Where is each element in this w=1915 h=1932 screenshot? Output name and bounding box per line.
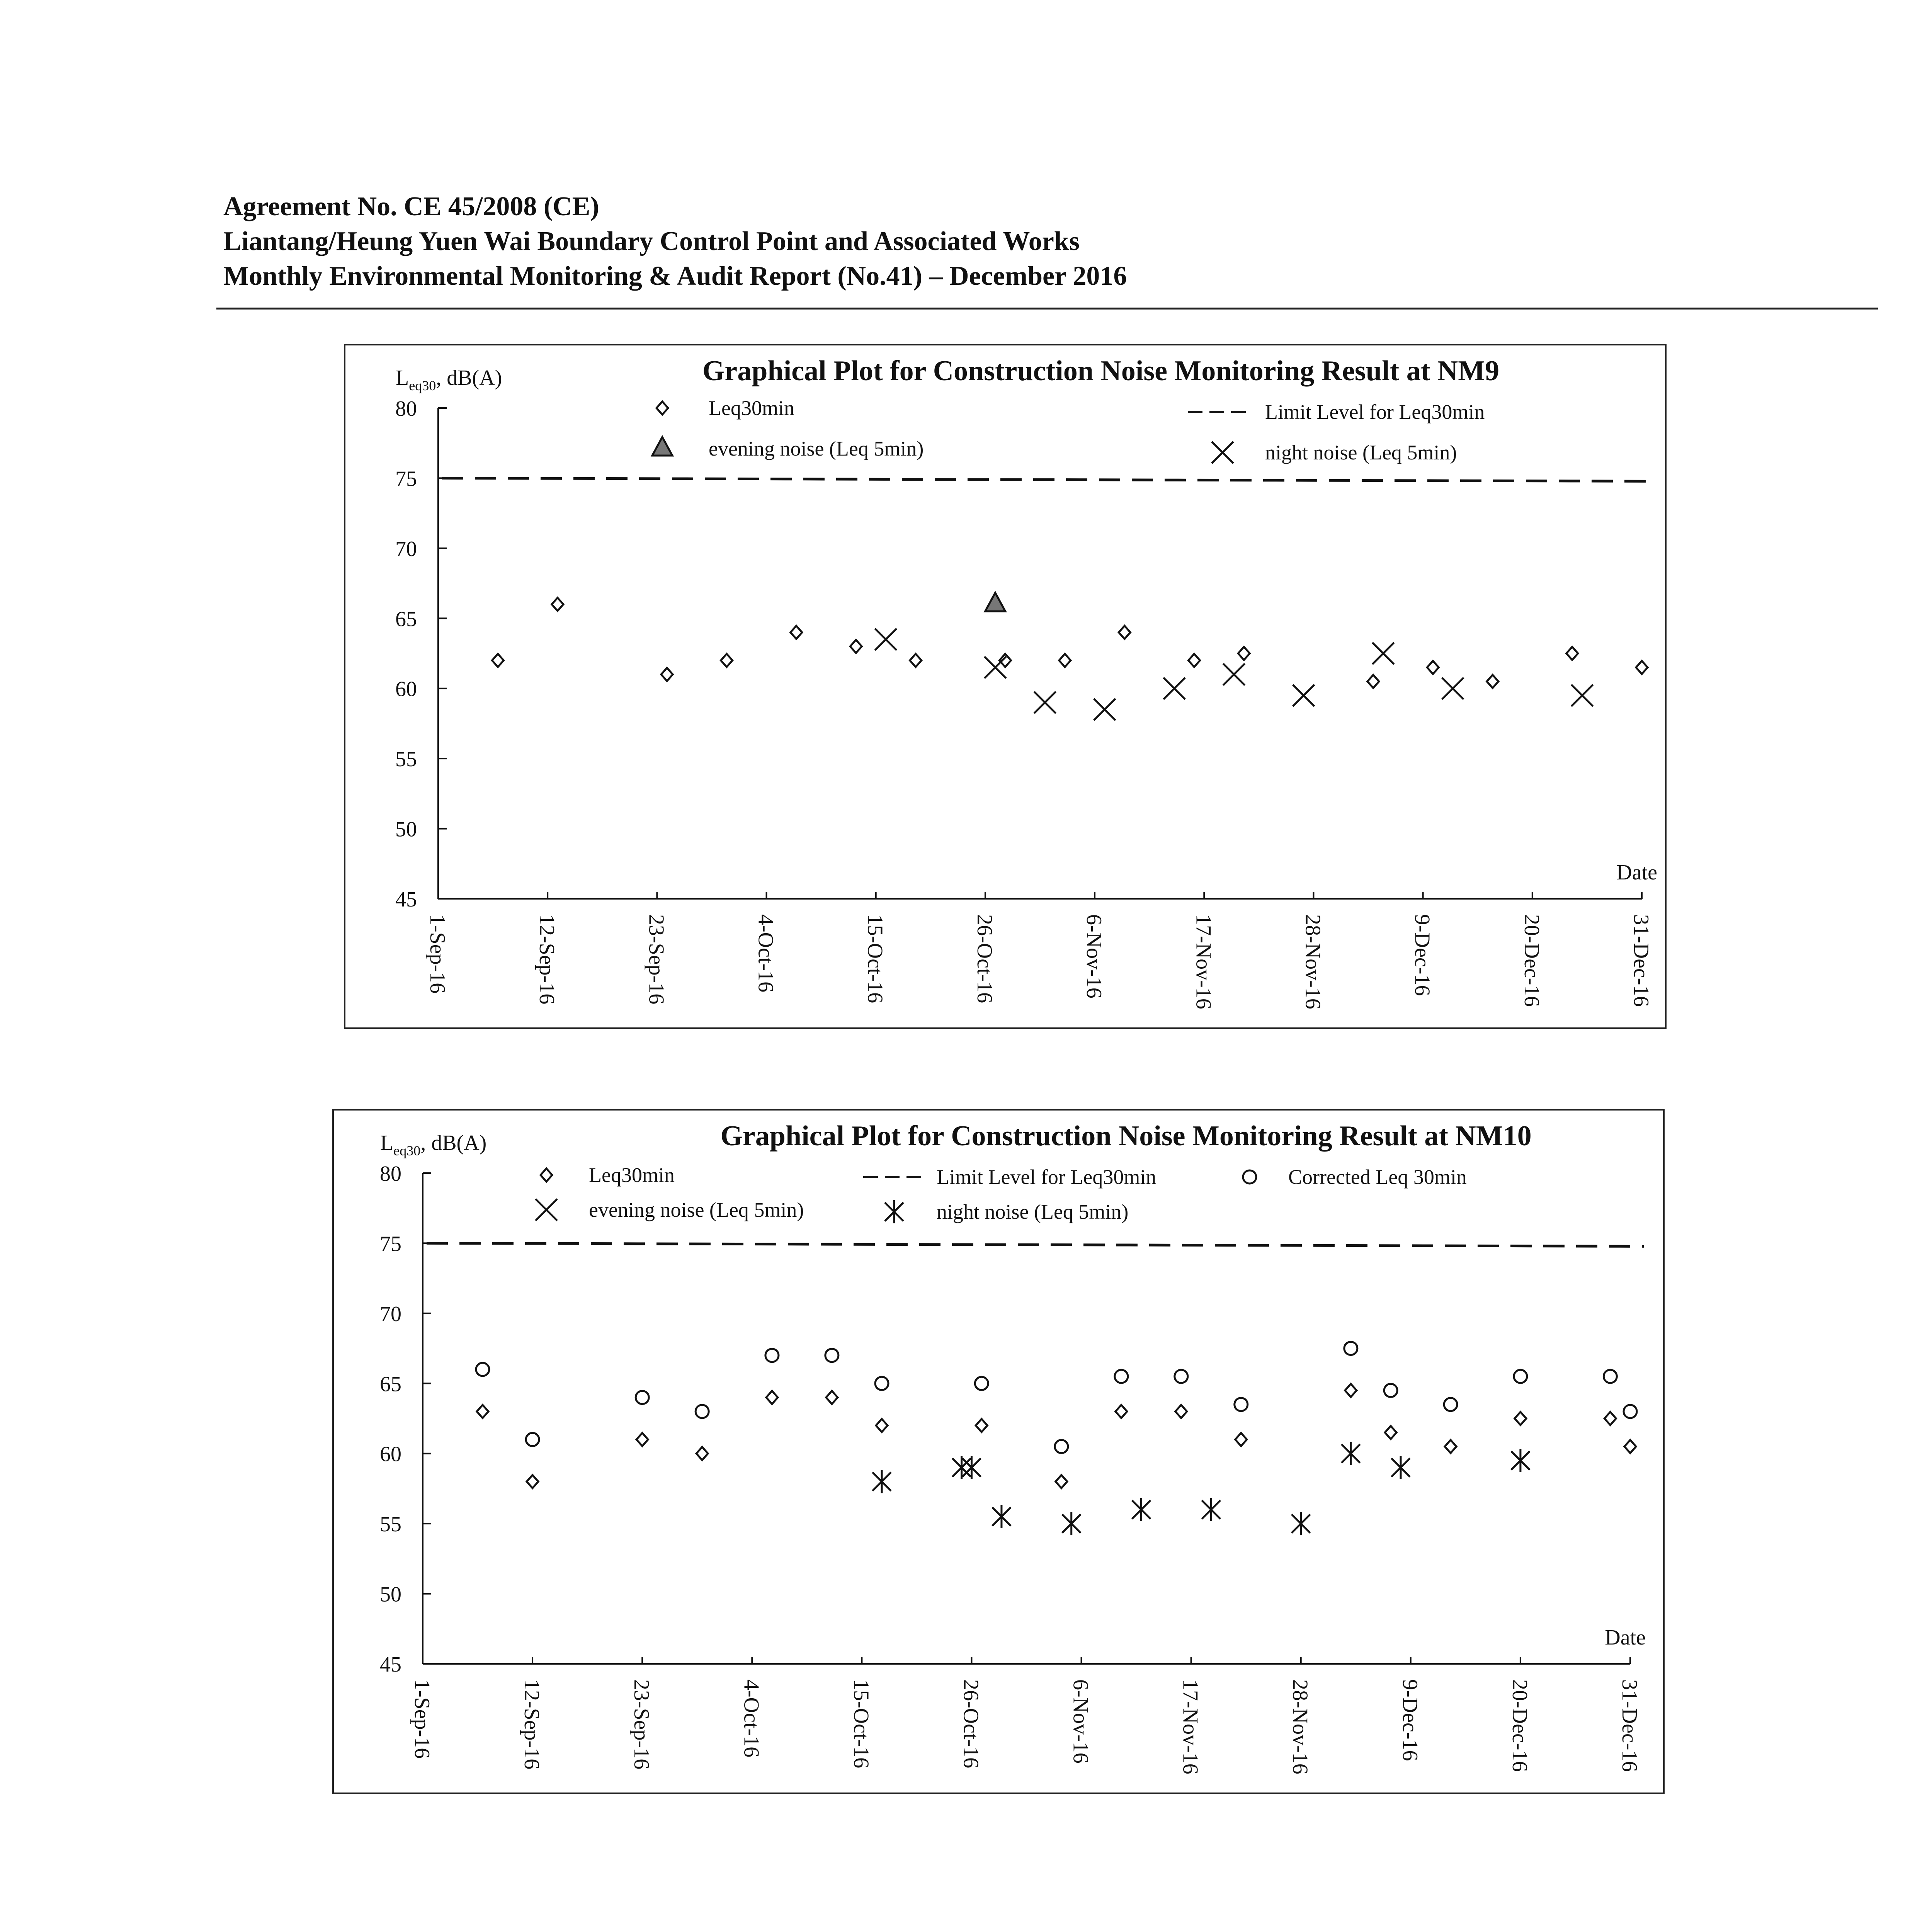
- x-tick-label: 23-Sep-16: [629, 1679, 654, 1770]
- x-tick-label: 4-Oct-16: [753, 914, 778, 993]
- data-point-diamond: [976, 1419, 987, 1432]
- legend-label: evening noise (Leq 5min): [589, 1198, 804, 1221]
- data-point-diamond: [1119, 626, 1130, 639]
- limit-line: [442, 478, 1655, 481]
- legend-label: evening noise (Leq 5min): [709, 437, 924, 460]
- x-tick-label: 31-Dec-16: [1629, 914, 1653, 1007]
- agreement-number: Agreement No. CE 45/2008 (CE): [223, 192, 599, 221]
- x-tick-label: 20-Dec-16: [1507, 1679, 1532, 1772]
- y-tick-label: 70: [380, 1302, 401, 1326]
- x-tick-label: 6-Nov-16: [1068, 1679, 1093, 1764]
- data-point-diamond: [1636, 661, 1648, 674]
- data-point-circle: [875, 1377, 888, 1390]
- data-point-asterisk: [872, 1470, 891, 1493]
- data-point-x: [1442, 678, 1464, 699]
- x-tick-label: 26-Oct-16: [959, 1679, 983, 1769]
- x-tick-label: 1-Sep-16: [410, 1679, 434, 1759]
- legend-label: Leq30min: [589, 1163, 675, 1187]
- y-tick-label: 80: [380, 1162, 401, 1186]
- data-point-circle: [476, 1363, 489, 1376]
- data-point-circle: [1604, 1370, 1617, 1383]
- chart-nm10-svg: [334, 1111, 1663, 1793]
- legend-swatch: [885, 1200, 903, 1223]
- x-tick-label: 28-Nov-16: [1288, 1679, 1312, 1774]
- y-tick-label: 65: [395, 607, 417, 631]
- data-point-diamond: [1345, 1384, 1357, 1397]
- x-tick-label: 12-Sep-16: [535, 914, 559, 1005]
- y-tick-label: 70: [395, 537, 417, 561]
- x-tick-label: 20-Dec-16: [1519, 914, 1544, 1007]
- data-point-circle: [1115, 1370, 1128, 1383]
- data-point-diamond: [492, 654, 503, 667]
- data-point-x: [985, 656, 1006, 678]
- legend-limit-label: Limit Level for Leq30min: [1265, 400, 1485, 423]
- legend-swatch: [541, 1168, 552, 1182]
- data-point-asterisk: [992, 1505, 1011, 1528]
- data-point-diamond: [1487, 675, 1498, 688]
- y-axis-unit: , dB(A): [436, 366, 502, 390]
- data-point-circle: [1344, 1342, 1357, 1355]
- data-point-asterisk: [1342, 1442, 1360, 1465]
- data-point-diamond: [1604, 1412, 1616, 1425]
- x-axis-label: Date: [1605, 1626, 1646, 1650]
- chart-nm9: [344, 344, 1667, 1029]
- y-axis-label: $L_{eq30}$, dB(A): [396, 366, 502, 393]
- data-point-triangle: [985, 593, 1005, 611]
- y-tick-label: 50: [380, 1582, 401, 1607]
- data-point-diamond: [1189, 654, 1200, 667]
- legend-swatch: [536, 1199, 557, 1221]
- y-axis-unit: , dB(A): [420, 1131, 487, 1155]
- data-point-circle: [975, 1377, 988, 1390]
- data-point-diamond: [1445, 1440, 1456, 1453]
- data-point-asterisk: [952, 1456, 971, 1479]
- data-point-diamond: [1367, 675, 1379, 688]
- legend-label: night noise (Leq 5min): [937, 1200, 1129, 1223]
- data-point-diamond: [1056, 1475, 1067, 1488]
- data-point-x: [1034, 692, 1056, 713]
- legend-label: Corrected Leq 30min: [1288, 1165, 1467, 1189]
- legend-swatch: [652, 437, 672, 456]
- x-tick-label: 17-Nov-16: [1191, 914, 1216, 1009]
- data-point-x: [1163, 678, 1185, 699]
- data-point-diamond: [552, 598, 563, 611]
- data-point-asterisk: [1062, 1512, 1081, 1535]
- limit-line: [427, 1243, 1644, 1246]
- x-tick-label: 1-Sep-16: [425, 914, 449, 994]
- data-point-circle: [1384, 1384, 1397, 1397]
- data-point-circle: [765, 1349, 779, 1362]
- x-tick-label: 23-Sep-16: [644, 914, 668, 1005]
- data-point-diamond: [826, 1391, 838, 1404]
- legend-label: Leq30min: [709, 396, 794, 420]
- x-axis-label: Date: [1616, 861, 1657, 884]
- data-point-x: [1372, 643, 1394, 664]
- data-point-diamond: [1116, 1405, 1127, 1418]
- x-tick-label: 28-Nov-16: [1301, 914, 1325, 1009]
- data-point-diamond: [910, 654, 922, 667]
- data-point-x: [1571, 685, 1593, 706]
- chart-title: Graphical Plot for Construction Noise Monitoring Result at NM10: [720, 1120, 1532, 1152]
- data-point-circle: [636, 1391, 649, 1404]
- data-point-diamond: [721, 654, 733, 667]
- data-point-asterisk: [962, 1456, 981, 1479]
- data-point-diamond: [850, 640, 862, 653]
- data-point-circle: [825, 1349, 838, 1362]
- x-tick-label: 17-Nov-16: [1178, 1679, 1202, 1774]
- data-point-diamond: [696, 1447, 708, 1460]
- data-point-circle: [1444, 1398, 1457, 1411]
- data-point-diamond: [876, 1419, 888, 1432]
- y-tick-label: 45: [380, 1653, 401, 1677]
- data-point-circle: [1055, 1440, 1068, 1453]
- data-point-circle: [1514, 1370, 1527, 1383]
- data-point-diamond: [1059, 654, 1071, 667]
- data-point-circle: [526, 1433, 539, 1446]
- report-header: [223, 189, 1885, 294]
- y-tick-label: 65: [380, 1372, 401, 1396]
- x-tick-label: 31-Dec-16: [1617, 1679, 1641, 1772]
- x-tick-label: 9-Dec-16: [1410, 914, 1434, 996]
- legend-limit-label: Limit Level for Leq30min: [937, 1165, 1156, 1189]
- data-point-x: [875, 629, 896, 650]
- report-title: Monthly Environmental Monitoring & Audit Report (No.41) – December 2016: [223, 261, 1127, 291]
- data-point-asterisk: [1391, 1456, 1410, 1479]
- data-point-asterisk: [1202, 1498, 1220, 1521]
- y-tick-label: 50: [395, 817, 417, 842]
- y-tick-label: 75: [380, 1232, 401, 1256]
- x-tick-label: 12-Sep-16: [520, 1679, 544, 1770]
- y-axis-label: $L_{eq30}$, dB(A): [380, 1131, 487, 1158]
- data-point-diamond: [1624, 1440, 1636, 1453]
- data-point-diamond: [636, 1433, 648, 1446]
- data-point-asterisk: [1511, 1449, 1530, 1472]
- chart-title: Graphical Plot for Construction Noise Monitoring Result at NM9: [702, 355, 1500, 387]
- x-tick-label: 26-Oct-16: [972, 914, 997, 1003]
- data-point-diamond: [766, 1391, 778, 1404]
- chart-nm9-svg: [345, 345, 1665, 1027]
- x-tick-label: 15-Oct-16: [849, 1679, 873, 1769]
- data-point-diamond: [477, 1405, 488, 1418]
- data-point-circle: [1175, 1370, 1188, 1383]
- data-point-x: [1223, 663, 1245, 685]
- x-tick-label: 6-Nov-16: [1082, 914, 1106, 998]
- header-rule: [216, 308, 1878, 310]
- y-tick-label: 80: [395, 397, 417, 421]
- legend-swatch: [1243, 1170, 1256, 1184]
- data-point-asterisk: [1132, 1498, 1151, 1521]
- legend-swatch: [656, 401, 668, 415]
- data-point-x: [1293, 685, 1315, 706]
- data-point-circle: [696, 1405, 709, 1418]
- project-title: Liantang/Heung Yuen Wai Boundary Control Point and Associated Works: [223, 226, 1080, 256]
- data-point-diamond: [1235, 1433, 1247, 1446]
- data-point-x: [1094, 699, 1116, 720]
- data-point-circle: [1624, 1405, 1637, 1418]
- data-point-diamond: [1566, 647, 1578, 660]
- legend-swatch: [1212, 442, 1233, 463]
- y-tick-label: 60: [395, 677, 417, 701]
- data-point-diamond: [1515, 1412, 1526, 1425]
- data-point-diamond: [1175, 1405, 1187, 1418]
- data-point-diamond: [661, 668, 673, 681]
- y-tick-label: 75: [395, 467, 417, 491]
- data-point-diamond: [791, 626, 802, 639]
- x-tick-label: 9-Dec-16: [1398, 1679, 1422, 1761]
- legend-label: night noise (Leq 5min): [1265, 441, 1457, 464]
- y-tick-label: 55: [380, 1512, 401, 1537]
- y-tick-label: 60: [380, 1442, 401, 1466]
- data-point-diamond: [1427, 661, 1439, 674]
- x-tick-label: 15-Oct-16: [863, 914, 887, 1003]
- data-point-diamond: [1238, 647, 1250, 660]
- data-point-circle: [1235, 1398, 1248, 1411]
- data-point-diamond: [1385, 1426, 1396, 1439]
- y-tick-label: 55: [395, 747, 417, 772]
- x-tick-label: 4-Oct-16: [739, 1679, 764, 1758]
- chart-nm10: [332, 1109, 1665, 1794]
- data-point-asterisk: [1292, 1512, 1310, 1535]
- data-point-diamond: [527, 1475, 538, 1488]
- y-tick-label: 45: [395, 888, 417, 912]
